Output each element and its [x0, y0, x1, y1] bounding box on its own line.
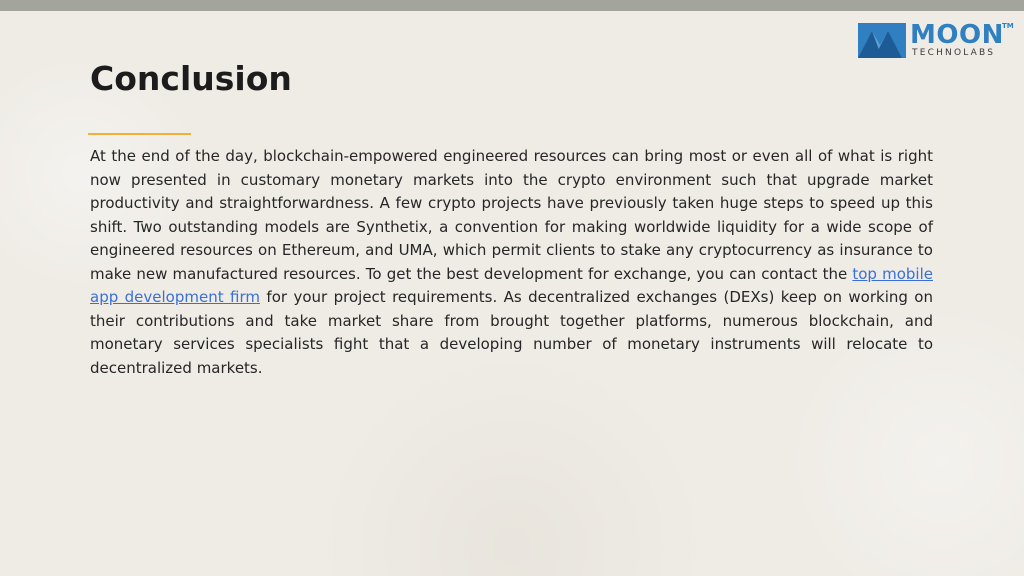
development-firm-link[interactable]: top mobile app development firm	[90, 264, 933, 306]
logo-trademark: TM	[1002, 22, 1014, 30]
moon-technolabs-logo	[858, 20, 1014, 62]
conclusion-paragraph	[90, 145, 933, 380]
logo-subtitle: TECHNOLABS	[912, 48, 996, 58]
paragraph-text-start: At the end of the day, blockchain-empowered engineered resources can bring most or even all of what is right now presented in customary monetary markets into the crypto environment such that upgrade market productivity and straightforwardness. A few crypto projects have previously taken huge steps to speed up this shift. Two outstanding models are Synthetix, a convention for making worldwide liquidity for a wide scope of engineered resources on Ethereum, and UMA, which permit clients to stake any cryptocurrency as insurance to make new manufactured resources. To get the best development for exchange, you can contact the	[90, 147, 933, 283]
top-bar	[0, 0, 1024, 11]
slide-title: Conclusion	[90, 59, 292, 98]
paragraph-text-end: for your project requirements. As decentralized exchanges (DEXs) keep on working on their contributions and take market share from brought together platforms, numerous blockchain, and monetary services specialists fight that a developing number of monetary instruments will relocate to decentralized markets.	[90, 288, 933, 377]
title-underline-rule	[88, 133, 191, 135]
logo-wordmark: MOON	[910, 20, 1004, 50]
moon-technolabs-mark-icon	[858, 23, 906, 58]
